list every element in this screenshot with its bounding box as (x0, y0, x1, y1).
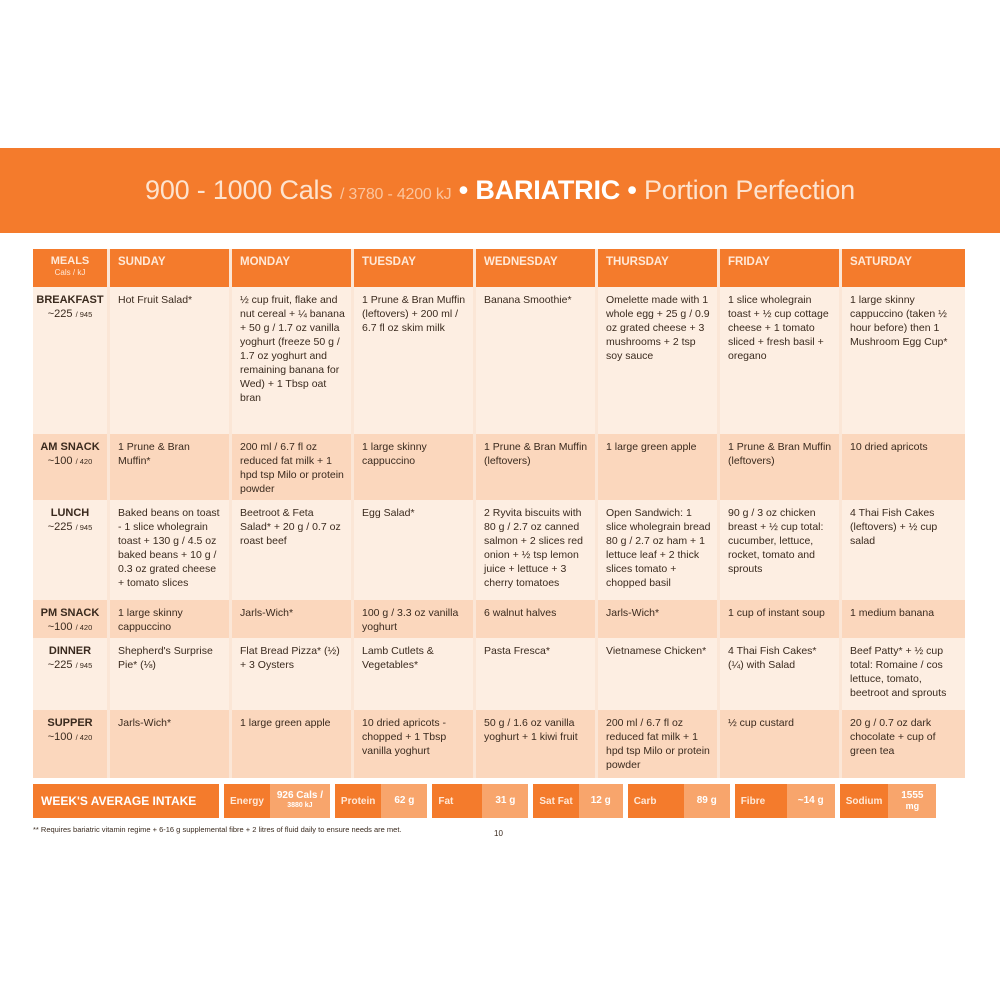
nutrient-value (270, 784, 330, 818)
meal-label (33, 434, 110, 500)
meal-cell: Vietnamese Chicken* (598, 638, 720, 710)
nutrient-name: Sodium (840, 784, 889, 818)
meal-kj-value: / 945 (75, 310, 93, 319)
meal-cell: Banana Smoothie* (476, 287, 598, 434)
nutrient-name: Fat (432, 784, 482, 818)
table-row-breakfast (33, 287, 965, 434)
meal-cell: Baked beans on toast - 1 slice wholegrain toast + 130 g / 4.5 oz baked beans + 10 g / 0.3 oz grated cheese + tomato slices (110, 500, 232, 600)
meal-name: LUNCH (50, 507, 90, 519)
meal-cals (35, 658, 105, 673)
meal-label (33, 500, 110, 600)
nutrient-value-main: 1555 (901, 790, 924, 801)
meal-cell: 1 large skinny cappuccino (110, 600, 232, 638)
meal-cell: 10 dried apricots (842, 434, 965, 500)
nutrient-energy (224, 784, 330, 818)
meal-name: DINNER (48, 645, 92, 657)
nutrient-sat-fat (533, 784, 622, 818)
meal-cals (35, 307, 105, 322)
nutrient-value-sub: mg (905, 801, 920, 811)
meal-cals-value: ~225 (47, 521, 73, 533)
meal-cell: 2 Ryvita biscuits with 80 g / 2.7 oz canned salmon + 2 slices red onion + ½ tsp lemon juice + lettuce + 3 cherry tomatoes (476, 500, 598, 600)
meal-cell: 1 large skinny cappuccino (354, 434, 476, 500)
meal-cell: Jarls-Wich* (598, 600, 720, 638)
nutrient-name: Carb (628, 784, 684, 818)
nutrient-carb (628, 784, 730, 818)
header-day: WEDNESDAY (476, 249, 598, 287)
header-day: FRIDAY (720, 249, 842, 287)
title-cals: 900 - 1000 Cals (145, 175, 333, 205)
header-meals (33, 249, 110, 287)
meal-cell: Open Sandwich: 1 slice wholegrain bread 80 g / 2.7 oz ham + 1 lettuce leaf + 2 thick slices tomato + chopped basil (598, 500, 720, 600)
meal-cell: ½ cup custard (720, 710, 842, 778)
meal-name: PM SNACK (40, 607, 100, 619)
meal-cell: Lamb Cutlets & Vegetables* (354, 638, 476, 710)
meal-cell: 10 dried apricots - chopped + 1 Tbsp vanilla yoghurt (354, 710, 476, 778)
header-meals-label: MEALS (50, 255, 90, 267)
meal-kj-value: / 945 (75, 523, 93, 532)
meal-cals-value: ~100 (47, 731, 73, 743)
title-subtitle: Portion Perfection (643, 175, 855, 205)
meal-cell: Jarls-Wich* (110, 710, 232, 778)
meal-cell: 1 large green apple (232, 710, 354, 778)
meal-name: AM SNACK (40, 441, 100, 453)
meal-cell: Beetroot & Feta Salad* + 20 g / 0.7 oz roast beef (232, 500, 354, 600)
meal-cell: 4 Thai Fish Cakes (leftovers) + ½ cup salad (842, 500, 965, 600)
meal-cell: Omelette made with 1 whole egg + 25 g / 0.9 oz grated cheese + 3 mushrooms + 2 tsp soy sauce (598, 287, 720, 434)
meal-plan-table (33, 249, 965, 778)
meal-cals (35, 620, 105, 635)
page-title (145, 175, 855, 206)
meal-cals (35, 454, 105, 469)
meal-label (33, 600, 110, 638)
meal-cell: Pasta Fresca* (476, 638, 598, 710)
meal-cell: 4 Thai Fish Cakes* (¼) with Salad (720, 638, 842, 710)
meal-cell: 1 Prune & Bran Muffin (leftovers) + 200 ml / 6.7 fl oz skim milk (354, 287, 476, 434)
meal-kj-value: / 420 (75, 623, 93, 632)
nutrient-value: 89 g (684, 784, 730, 818)
meal-cell: 1 Prune & Bran Muffin (leftovers) (476, 434, 598, 500)
footnote: ** Requires bariatric vitamin regime + 6-16 g supplemental fibre + 2 litres of fluid daily to ensure needs are met. (33, 825, 402, 834)
nutrient-name: Fibre (735, 784, 787, 818)
table-row-supper (33, 710, 965, 778)
header-day: MONDAY (232, 249, 354, 287)
meal-cell: Jarls-Wich* (232, 600, 354, 638)
nutrient-protein (335, 784, 427, 818)
header-day: THURSDAY (598, 249, 720, 287)
meal-cell: Egg Salad* (354, 500, 476, 600)
header-day: SUNDAY (110, 249, 232, 287)
title-bullet-2: • (627, 175, 637, 205)
weekly-average-intake-bar (33, 784, 965, 818)
meal-cell: 100 g / 3.3 oz vanilla yoghurt (354, 600, 476, 638)
nutrient-value-sub: 3880 kJ (287, 802, 313, 809)
meal-cals-value: ~225 (47, 659, 73, 671)
nutrient-name: Protein (335, 784, 381, 818)
meal-cell: 200 ml / 6.7 fl oz reduced fat milk + 1 hpd tsp Milo or protein powder (232, 434, 354, 500)
meal-cals-value: ~100 (47, 455, 73, 467)
meal-cell: Shepherd's Surprise Pie* (⅛) (110, 638, 232, 710)
nutrient-fibre (735, 784, 835, 818)
meal-kj-value: / 420 (75, 457, 93, 466)
meal-cell: 1 Prune & Bran Muffin (leftovers) (720, 434, 842, 500)
meal-cell: Hot Fruit Salad* (110, 287, 232, 434)
nutrient-value: ~14 g (787, 784, 835, 818)
page-number: 10 (494, 829, 503, 838)
meal-cell: 1 Prune & Bran Muffin* (110, 434, 232, 500)
title-program: BARIATRIC (475, 175, 621, 205)
meal-cell: 1 cup of instant soup (720, 600, 842, 638)
meal-cell: 1 slice wholegrain toast + ½ cup cottage cheese + 1 tomato sliced + fresh basil + oregano (720, 287, 842, 434)
header-day: TUESDAY (354, 249, 476, 287)
meal-cals-value: ~225 (47, 308, 73, 320)
nutrient-value: 12 g (579, 784, 623, 818)
title-banner (0, 148, 1000, 233)
nutrient-value: 62 g (381, 784, 427, 818)
meal-cell: 6 walnut halves (476, 600, 598, 638)
meal-label (33, 638, 110, 710)
table-row-am-snack (33, 434, 965, 500)
header-meals-units: Cals / kJ (54, 268, 86, 277)
meal-cell: 50 g / 1.6 oz vanilla yoghurt + 1 kiwi fruit (476, 710, 598, 778)
meal-cell: 1 large green apple (598, 434, 720, 500)
meal-cals (35, 730, 105, 745)
meal-cell: 1 large skinny cappuccino (taken ½ hour before) then 1 Mushroom Egg Cup* (842, 287, 965, 434)
meal-name: BREAKFAST (36, 294, 104, 306)
table-header-row (33, 249, 965, 287)
meal-cell: Flat Bread Pizza* (½) + 3 Oysters (232, 638, 354, 710)
table-row-dinner (33, 638, 965, 710)
meal-kj-value: / 420 (75, 733, 93, 742)
table-row-lunch (33, 500, 965, 600)
meal-cell: 200 ml / 6.7 fl oz reduced fat milk + 1 hpd tsp Milo or protein powder (598, 710, 720, 778)
title-bullet-1: • (458, 175, 469, 205)
meal-cals (35, 520, 105, 535)
nutrient-value: 31 g (482, 784, 528, 818)
meal-cell: ½ cup fruit, flake and nut cereal + ¼ banana + 50 g / 1.7 oz vanilla yoghurt (freeze 50 g / 1.7 oz yoghurt and remaining banana for Wed) + 1 Tbsp oat bran (232, 287, 354, 434)
meal-cell: 90 g / 3 oz chicken breast + ½ cup total: cucumber, lettuce, rocket, tomato and sprouts (720, 500, 842, 600)
meal-kj-value: / 945 (75, 661, 93, 670)
table-row-pm-snack (33, 600, 965, 638)
meal-label (33, 710, 110, 778)
nutrient-name: Sat Fat (533, 784, 578, 818)
meal-cell: 1 medium banana (842, 600, 965, 638)
nutrient-name: Energy (224, 784, 270, 818)
nutrient-value (888, 784, 936, 818)
meal-cals-value: ~100 (47, 621, 73, 633)
meal-cell: 20 g / 0.7 oz dark chocolate + cup of green tea (842, 710, 965, 778)
title-kj: / 3780 - 4200 kJ (339, 186, 452, 203)
nutrient-sodium (840, 784, 937, 818)
meal-name: SUPPER (47, 717, 93, 729)
nutrient-value-main: 926 Cals / (276, 790, 323, 801)
header-day: SATURDAY (842, 249, 965, 287)
intake-label: WEEK'S AVERAGE INTAKE (33, 784, 219, 818)
meal-cell: Beef Patty* + ½ cup total: Romaine / cos lettuce, tomato, beetroot and sprouts (842, 638, 965, 710)
nutrient-fat (432, 784, 528, 818)
meal-label (33, 287, 110, 434)
